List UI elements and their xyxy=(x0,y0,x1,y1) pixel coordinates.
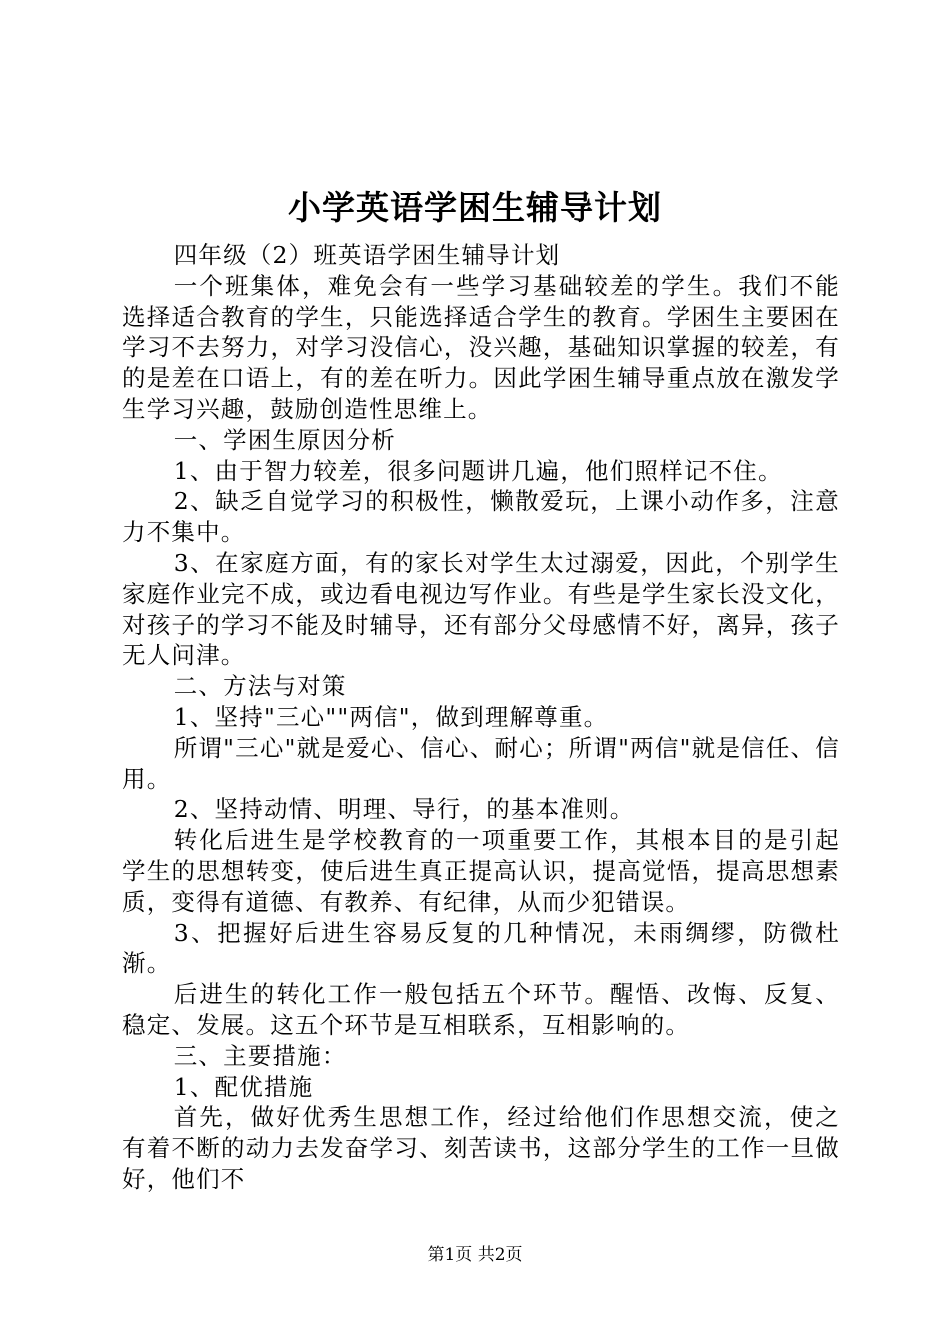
paragraph-method-2: 2、坚持动情、明理、导行，的基本准则。 xyxy=(173,795,635,824)
paragraph-measure-1-detail: 首先，做好优秀生思想工作，经过给他们作思想交流，使之有着不断的动力去发奋学习、刻苦读书，这部分学生的工作一旦做好，他们不 xyxy=(122,1103,840,1193)
paragraph-method-1-detail: 所谓"三心"就是爱心、信心、耐心；所谓"两信"就是信任、信用。 xyxy=(122,733,840,793)
paragraph-intro: 一个班集体，难免会有一些学习基础较差的学生。我们不能选择适合教育的学生，只能选择适合学生的教育。学困生主要困在学习不去努力，对学习没信心，没兴趣，基础知识掌握的较差，有的是差在口语上，有的差在听力。因此学困生辅导重点放在激发学生学习兴趣，鼓励创造性思维上。 xyxy=(122,271,840,423)
paragraph-method-2-detail: 转化后进生是学校教育的一项重要工作，其根本目的是引起学生的思想转变，使后进生真正提高认识，提高觉悟，提高思想素质，变得有道德、有教养、有纪律，从而少犯错误。 xyxy=(122,826,840,916)
section-heading-3: 三、主要措施： xyxy=(173,1041,347,1070)
paragraph-measure-1: 1、配优措施 xyxy=(173,1072,314,1101)
paragraph-method-3: 3、把握好后进生容易反复的几种情况，未雨绸缪，防微杜渐。 xyxy=(122,918,840,978)
paragraph-reason-1: 1、由于智力较差，很多问题讲几遍，他们照样记不住。 xyxy=(173,456,783,485)
paragraph-reason-2: 2、缺乏自觉学习的积极性，懒散爱玩，上课小动作多，注意力不集中。 xyxy=(122,487,840,547)
page-footer: 第1页 共2页 xyxy=(427,1245,523,1265)
document-title: 小学英语学困生辅导计划 xyxy=(288,188,662,227)
paragraph-method-1: 1、坚持"三心""两信"，做到理解尊重。 xyxy=(173,702,609,731)
paragraph-method-3-detail: 后进生的转化工作一般包括五个环节。醒悟、改悔、反复、稳定、发展。这五个环节是互相联系，互相影响的。 xyxy=(122,980,840,1039)
section-heading-2: 二、方法与对策 xyxy=(173,672,347,701)
paragraph-reason-3: 3、在家庭方面，有的家长对学生太过溺爱，因此，个别学生家庭作业完不成，或边看电视边写作业。有些是学生家长没文化，对孩子的学习不能及时辅导，还有部分父母感情不好，离异，孩子无人问津。 xyxy=(122,548,840,670)
section-heading-1: 一、学困生原因分析 xyxy=(173,425,396,454)
paragraph-subtitle: 四年级（2）班英语学困生辅导计划 xyxy=(173,241,561,269)
document-body xyxy=(122,240,840,1195)
